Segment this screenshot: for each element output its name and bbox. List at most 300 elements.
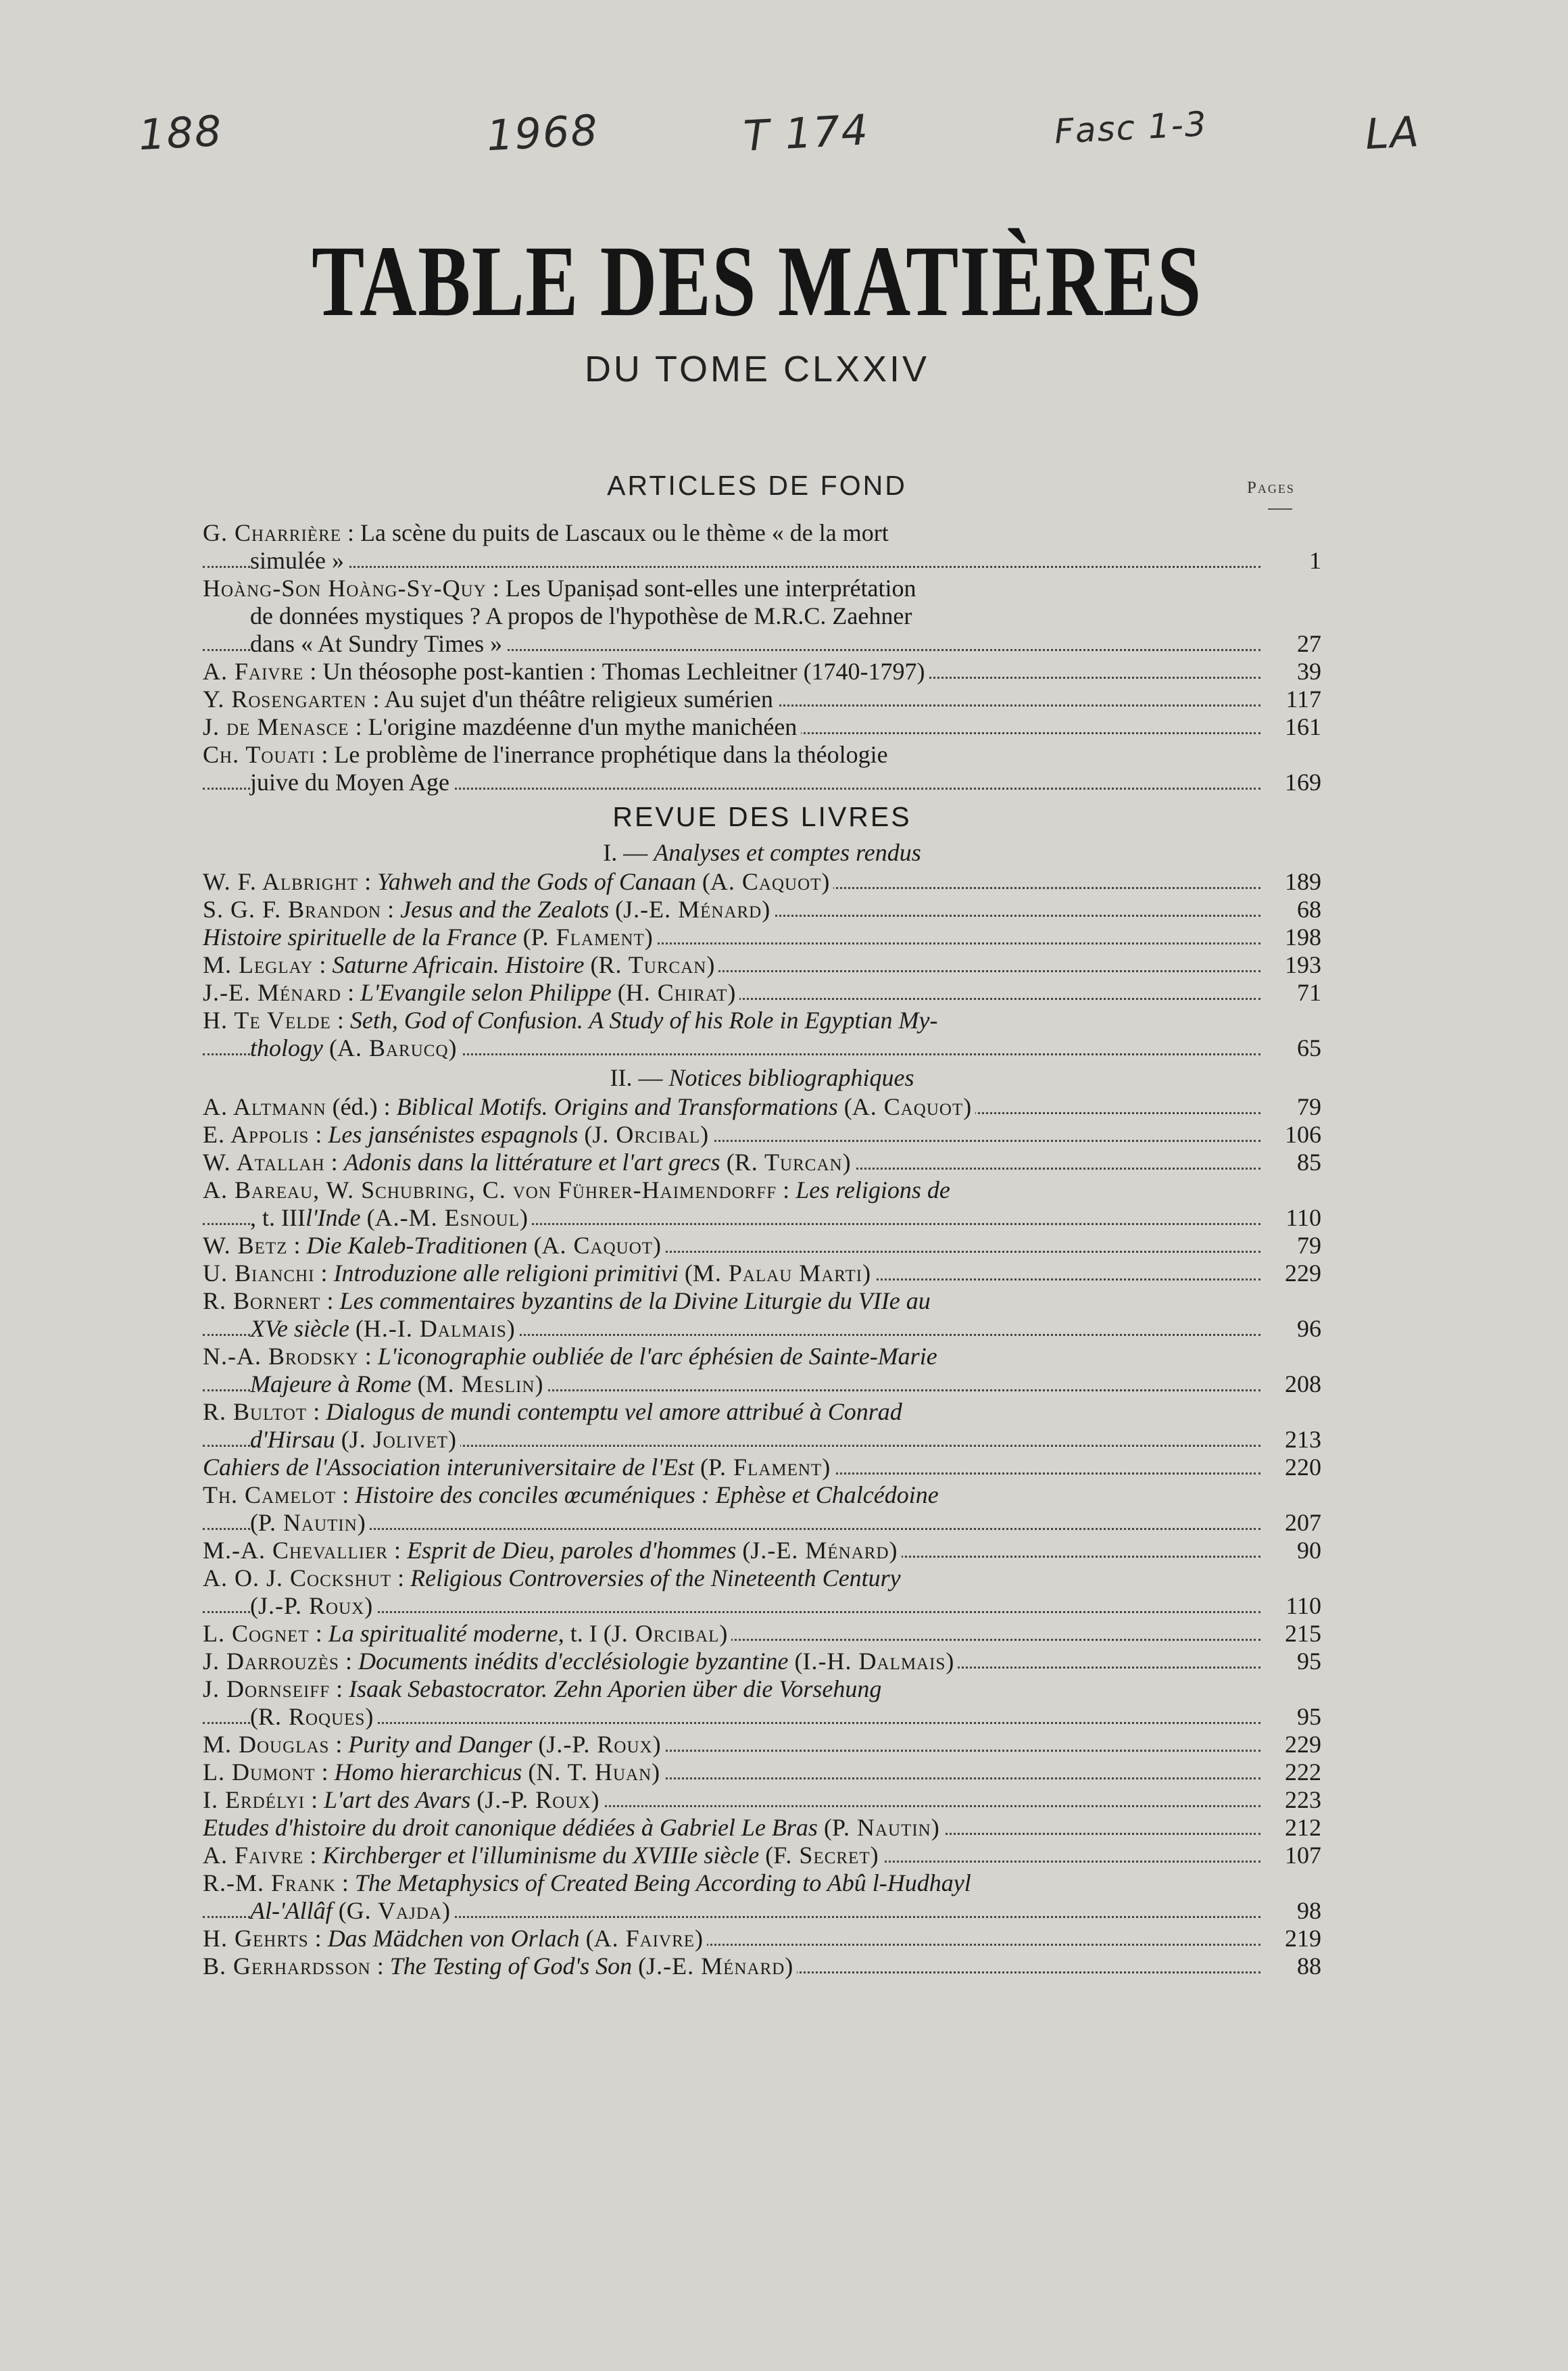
entry-separator: : <box>777 1176 796 1203</box>
entry-reviewer: I.-H. Dalmais <box>802 1648 946 1675</box>
entry-text <box>250 1034 461 1061</box>
entry-author: W. Atallah <box>203 1149 325 1176</box>
paren-close: ) <box>842 1149 851 1176</box>
entry-text <box>203 1675 885 1702</box>
entry-title: Les commentaires byzantins de la Divine Liturgie du VIIe au <box>339 1287 931 1314</box>
toc-entry <box>203 868 1321 896</box>
entry-title: Documents inédits d'ecclésiologie byzantine <box>358 1648 789 1675</box>
page-number: 222 <box>1260 1758 1321 1786</box>
toc-line <box>203 1426 1321 1454</box>
page-number: 198 <box>1260 924 1321 951</box>
entry-title: Homo hierarchicus <box>334 1758 522 1786</box>
entry-separator: : <box>341 979 361 1006</box>
entry-reviewer: J.-E. Ménard <box>646 1953 785 1980</box>
entry-reviewer: A. Caquot <box>541 1232 654 1259</box>
entry-author: Th. Camelot <box>203 1481 337 1508</box>
entry-separator: , t. III <box>250 1204 305 1231</box>
entry-title: Dialogus de mundi contemptu vel amore attribué à Conrad <box>326 1398 902 1425</box>
page-number: 90 <box>1260 1537 1321 1564</box>
entry-author: B. Gerhardsson <box>203 1953 371 1980</box>
entry-author: J. Darrouzès <box>203 1648 339 1675</box>
toc-line <box>203 1093 1321 1121</box>
paren-open: ( <box>360 1204 375 1231</box>
entry-separator: : <box>313 951 333 978</box>
entry-author: H. Gehrts <box>203 1925 309 1952</box>
entry-author: M.-A. Chevallier <box>203 1537 389 1564</box>
entry-author: A. O. J. Cockshut <box>203 1564 392 1591</box>
toc-line <box>203 1121 1321 1149</box>
toc-line <box>203 1814 1321 1842</box>
page-number: 98 <box>1260 1897 1321 1925</box>
toc-entry <box>203 1564 1321 1620</box>
paren-open: ( <box>335 1426 349 1453</box>
entry-title: Introduzione alle religioni primitivi <box>333 1260 679 1287</box>
toc-line <box>203 1786 1321 1814</box>
entry-reviewer: F. Secret <box>773 1842 871 1869</box>
toc-entry <box>203 1232 1321 1260</box>
entry-text <box>203 1232 665 1259</box>
entry-title: Seth, God of Confusion. A Study of his Role in Egyptian My- <box>349 1007 938 1034</box>
toc-line <box>203 1731 1321 1758</box>
entry-title: Isaak Sebastocrator. Zehn Aporien über die Vorsehung <box>349 1675 882 1702</box>
paren-open: ( <box>609 896 624 923</box>
entry-author: S. G. F. Brandon <box>203 896 382 923</box>
entry-separator: : <box>309 1620 328 1647</box>
entry-separator: : <box>320 1287 340 1314</box>
page-number: 208 <box>1260 1370 1321 1398</box>
toc-line <box>203 1232 1321 1260</box>
entry-text <box>203 1093 975 1120</box>
entry-author: I. Erdélyi <box>203 1786 305 1813</box>
toc-entry <box>203 1925 1321 1953</box>
paren-close: ) <box>700 1121 709 1148</box>
entry-author: E. Appolis <box>203 1121 310 1148</box>
entry-title: L'Evangile selon Philippe <box>360 979 612 1006</box>
entry-reviewer: J.-P. Roux <box>485 1786 591 1813</box>
entry-reviewer: R. Turcan <box>734 1149 843 1176</box>
page-number: 229 <box>1260 1731 1321 1758</box>
page-number: 212 <box>1260 1814 1321 1842</box>
entry-author: J. de Menasce <box>203 713 349 740</box>
paren-open: ( <box>516 924 531 951</box>
dot-leader <box>203 566 1260 568</box>
entry-title: Das Mädchen von Orlach <box>327 1925 580 1952</box>
entry-title: Al-'Allâf <box>250 1897 333 1924</box>
toc-line <box>203 868 1321 896</box>
toc-entry <box>203 686 1321 713</box>
toc-line <box>203 741 1321 769</box>
entry-title: Biblical Motifs. Origins and Transformations <box>396 1093 838 1120</box>
entry-title: Esprit de Dieu, paroles d'hommes <box>407 1537 737 1564</box>
paren-open: ( <box>470 1786 485 1813</box>
toc-entry <box>203 951 1321 979</box>
toc-entry <box>203 1343 1321 1398</box>
paren-close: ) <box>441 1897 450 1924</box>
entry-title: Religious Controversies of the Nineteenth Century <box>410 1564 901 1591</box>
toc-line <box>203 1509 1321 1537</box>
toc-entry <box>203 1869 1321 1925</box>
toc-entry <box>203 1842 1321 1869</box>
entry-text <box>250 1509 370 1536</box>
entry-text <box>203 1343 941 1370</box>
paren-open: ( <box>736 1537 751 1564</box>
toc-line <box>203 1592 1321 1620</box>
toc-line <box>203 1703 1321 1731</box>
entry-text <box>203 1537 902 1564</box>
entry-separator: : <box>381 896 401 923</box>
toc-line <box>203 1842 1321 1869</box>
entry-reviewer: G. Vajda <box>346 1897 442 1924</box>
entry-text <box>203 1620 731 1647</box>
entry-author: L. Dumont <box>203 1758 316 1786</box>
entry-text <box>203 519 893 546</box>
entry-text <box>203 1454 834 1481</box>
paren-close: ) <box>946 1648 954 1675</box>
entry-separator: : <box>305 1786 324 1813</box>
subsection-number: I. — <box>603 839 654 866</box>
toc-entry <box>203 1149 1321 1176</box>
entry-author: W. Betz <box>203 1232 288 1259</box>
paren-close: ) <box>448 1034 457 1061</box>
entry-text <box>203 686 777 713</box>
entry-separator: : <box>388 1537 408 1564</box>
entry-separator: : <box>335 1869 355 1896</box>
page-number: 68 <box>1260 896 1321 924</box>
entry-author: U. Bianchi <box>203 1260 315 1287</box>
paren-close: ) <box>889 1537 898 1564</box>
paren-close: ) <box>963 1093 972 1120</box>
entry-text <box>250 630 506 657</box>
entry-reviewer: J.-P. Roux <box>546 1731 653 1758</box>
entry-text <box>203 1786 603 1813</box>
paren-open: ( <box>527 1232 542 1259</box>
entry-title: Etudes d'histoire du droit canonique dédiées à Gabriel Le Bras <box>203 1814 818 1841</box>
entry-title: The Metaphysics of Created Being According to Abû l-Hudhayl <box>354 1869 971 1896</box>
entry-title: Saturne Africain. Histoire <box>332 951 585 978</box>
paren-close: ) <box>357 1509 366 1536</box>
entry-text <box>250 547 348 574</box>
toc-line <box>203 979 1321 1007</box>
entry-separator: simulée » <box>250 547 344 574</box>
paren-close: ) <box>365 1703 374 1730</box>
entry-text <box>250 1315 519 1342</box>
entry-reviewer: N. T. Huan <box>536 1758 652 1786</box>
entry-text <box>203 979 739 1006</box>
paren-close: ) <box>706 951 715 978</box>
toc-line <box>203 1675 1321 1703</box>
toc-entry <box>203 896 1321 924</box>
paren-close: ) <box>535 1370 543 1397</box>
toc-line <box>203 519 1321 547</box>
paren-close: ) <box>364 1592 373 1619</box>
entry-reviewer: M. Palau Marti <box>692 1260 863 1287</box>
handwritten-note-4: Fasc 1-3 <box>1053 104 1208 151</box>
entry-title: Jesus and the Zealots <box>400 896 610 923</box>
entry-title: Kirchberger et l'illuminisme du XVIIIe siècle <box>322 1842 760 1869</box>
toc-entry <box>203 1093 1321 1121</box>
entry-separator: : <box>329 1731 349 1758</box>
toc-line <box>203 658 1321 686</box>
toc-line <box>203 1315 1321 1343</box>
entry-title: La spiritualité moderne <box>328 1620 558 1647</box>
entry-author: M. Douglas <box>203 1731 330 1758</box>
paren-open: ( <box>597 1620 612 1647</box>
entry-reviewer: P. Nautin <box>831 1814 931 1841</box>
page-title: TABLE DES MATIÈRES <box>312 225 1202 337</box>
entry-text <box>203 1814 944 1841</box>
toc-line <box>203 575 1321 602</box>
paren-open: ( <box>250 1592 258 1619</box>
paren-open: ( <box>578 1121 593 1148</box>
toc-line <box>203 1537 1321 1564</box>
entry-author: R. Bultot <box>203 1398 308 1425</box>
page-number: 1 <box>1260 547 1321 575</box>
entry-separator: : <box>339 1648 358 1675</box>
paren-close: ) <box>719 1620 728 1647</box>
entry-reviewer: J.-E. Ménard <box>623 896 762 923</box>
page-number: 207 <box>1260 1509 1321 1537</box>
entry-separator: : <box>358 1343 378 1370</box>
page-number: 229 <box>1260 1260 1321 1287</box>
entry-text <box>203 1149 855 1176</box>
toc-entry <box>203 924 1321 951</box>
section-heading-articles: ARTICLES DE FOND <box>607 470 907 501</box>
entry-author: R. Bornert <box>203 1287 321 1314</box>
entry-text <box>250 1370 547 1397</box>
entry-separator: : L'origine mazdéenne d'un mythe manichéen <box>349 713 798 740</box>
handwritten-note-5: LA <box>1364 106 1421 160</box>
toc-entry <box>203 1953 1321 1980</box>
toc-line <box>203 1564 1321 1592</box>
paren-open: ( <box>579 1925 594 1952</box>
entry-title: Purity and Danger <box>348 1731 533 1758</box>
entry-separator: : Le problème de l'inerrance prophétique dans la théologie <box>315 741 888 768</box>
entry-text <box>203 1731 665 1758</box>
entry-separator: : Un théosophe post-kantien : Thomas Lechleitner (1740-1797) <box>303 658 925 685</box>
entry-text <box>250 1897 454 1924</box>
toc-entry <box>203 979 1321 1007</box>
entry-author: Hoàng-Son Hoàng-Sy-Quy <box>203 575 487 602</box>
entry-title: Histoire spirituelle de la France <box>203 924 517 951</box>
page-number: 95 <box>1260 1648 1321 1675</box>
toc-line <box>203 1370 1321 1398</box>
entry-text <box>203 1758 664 1786</box>
entry-text <box>203 713 801 740</box>
entry-separator: (éd.) : <box>326 1093 397 1120</box>
toc-line <box>203 1343 1321 1370</box>
entry-author: W. F. Albright <box>203 868 359 895</box>
paren-close: ) <box>644 924 653 951</box>
paren-open: ( <box>532 1731 547 1758</box>
toc-line <box>203 547 1321 575</box>
paren-close: ) <box>653 1232 662 1259</box>
toc-line <box>203 951 1321 979</box>
entry-separator: : La scène du puits de Lascaux ou le thème « de la mort <box>341 519 889 546</box>
entry-text <box>203 1176 954 1203</box>
page-number: 88 <box>1260 1953 1321 1980</box>
toc-entry <box>203 1398 1321 1454</box>
page-number: 85 <box>1260 1149 1321 1176</box>
entry-separator: : <box>336 1481 356 1508</box>
entry-separator: : <box>324 1149 344 1176</box>
entry-separator: juive du Moyen Age <box>250 769 449 796</box>
toc-line <box>203 1007 1321 1034</box>
entry-author: Y. Rosengarten <box>203 686 367 713</box>
page-number: 27 <box>1260 630 1321 658</box>
toc-entry <box>203 519 1321 575</box>
paren-open: ( <box>349 1315 364 1342</box>
entry-separator: : Les Upaniṣad sont-elles une interprétation <box>486 575 916 602</box>
handwritten-note-1: 188 <box>137 105 224 160</box>
handwritten-note-3: T 174 <box>742 105 871 161</box>
paren-open: ( <box>411 1370 426 1397</box>
toc-entry <box>203 1007 1321 1062</box>
paren-open: ( <box>250 1509 258 1536</box>
page-number: 213 <box>1260 1426 1321 1454</box>
paren-open: ( <box>759 1842 774 1869</box>
toc-entry <box>203 1675 1321 1731</box>
toc-entry <box>203 1814 1321 1842</box>
toc-entry <box>203 1121 1321 1149</box>
entry-reviewer: J. Orcibal <box>592 1121 701 1148</box>
toc-line <box>203 1260 1321 1287</box>
toc-entry <box>203 713 1321 741</box>
entry-text <box>203 951 718 978</box>
entry-text <box>203 1648 958 1675</box>
page-number: 79 <box>1260 1093 1321 1121</box>
entry-separator: : <box>303 1842 323 1869</box>
entry-text <box>250 602 916 629</box>
entry-reviewer: A. Caquot <box>710 868 822 895</box>
entry-separator: de données mystiques ? A propos de l'hypothèse de M.R.C. Zaehner <box>250 602 912 629</box>
entry-title: Les religions de <box>795 1176 950 1203</box>
entry-author: A. Faivre <box>203 658 304 685</box>
page-number: 193 <box>1260 951 1321 979</box>
toc-line <box>203 1149 1321 1176</box>
entry-text <box>203 658 929 685</box>
subsection-heading-notices <box>203 1062 1321 1093</box>
toc-line <box>203 1953 1321 1980</box>
entry-title: L'art des Avars <box>324 1786 471 1813</box>
page-number: 110 <box>1260 1592 1321 1620</box>
paren-close: ) <box>519 1204 528 1231</box>
paren-close: ) <box>448 1426 456 1453</box>
entry-reviewer: J. Jolivet <box>349 1426 448 1453</box>
paren-open: ( <box>720 1149 735 1176</box>
entry-separator: : <box>308 1925 328 1952</box>
entry-author: J.-E. Ménard <box>203 979 342 1006</box>
toc-entry <box>203 1176 1321 1232</box>
entry-reviewer: M. Meslin <box>425 1370 535 1397</box>
entry-text <box>203 1842 883 1869</box>
entry-separator: : <box>370 1953 390 1980</box>
entry-separator: : <box>314 1260 334 1287</box>
toc-line <box>203 1204 1321 1232</box>
entry-separator: : Au sujet d'un théâtre religieux sumérien <box>366 686 773 713</box>
paren-close: ) <box>870 1842 879 1869</box>
entry-title: d'Hirsau <box>250 1426 335 1453</box>
paren-open: ( <box>332 1897 347 1924</box>
subsection-number: II. — <box>610 1064 669 1091</box>
subsection-label: Analyses et comptes rendus <box>654 839 921 866</box>
entry-text <box>203 741 892 768</box>
entry-text <box>203 1007 941 1034</box>
toc-line <box>203 630 1321 658</box>
entry-author: Ch. Touati <box>203 741 316 768</box>
entry-reviewer: A. Faivre <box>593 1925 695 1952</box>
page-number: 71 <box>1260 979 1321 1007</box>
paren-close: ) <box>862 1260 871 1287</box>
entry-text <box>250 1592 376 1619</box>
page-number: 169 <box>1260 769 1321 796</box>
paren-open: ( <box>584 951 599 978</box>
entry-reviewer: J.-P. Roux <box>258 1592 365 1619</box>
entry-text <box>203 1925 707 1952</box>
entry-text <box>203 1481 943 1508</box>
toc-line <box>203 602 1321 630</box>
subsection-label: Notices bibliographiques <box>668 1064 914 1091</box>
paren-close: ) <box>762 896 770 923</box>
page-number: 39 <box>1260 658 1321 686</box>
entry-text <box>250 1204 532 1231</box>
paren-open: ( <box>322 1034 337 1061</box>
entry-author: G. Charrière <box>203 519 342 546</box>
toc-line <box>203 1398 1321 1426</box>
entry-text <box>203 1953 797 1980</box>
entry-text <box>203 1564 905 1591</box>
entry-text <box>203 1260 875 1287</box>
page-number: 95 <box>1260 1703 1321 1731</box>
entry-separator: : <box>391 1564 411 1591</box>
paren-close: ) <box>727 979 736 1006</box>
toc-entry <box>203 1287 1321 1343</box>
paren-close: ) <box>652 1758 660 1786</box>
entry-text <box>250 769 454 796</box>
entry-text <box>203 575 921 602</box>
paren-open: ( <box>611 979 626 1006</box>
entry-author: N.-A. Brodsky <box>203 1343 359 1370</box>
paren-open: ( <box>694 1454 708 1481</box>
toc-line <box>203 769 1321 796</box>
entry-reviewer: R. Turcan <box>598 951 707 978</box>
paren-close: ) <box>785 1953 793 1980</box>
toc-line <box>203 1481 1321 1509</box>
entry-reviewer: A.-M. Esnoul <box>374 1204 520 1231</box>
entry-title: Cahiers de l'Association interuniversitaire de l'Est <box>203 1454 694 1481</box>
entry-title: Yahweh and the Gods of Canaan <box>377 868 696 895</box>
entry-text <box>203 868 833 895</box>
entry-text <box>250 1426 460 1453</box>
toc-line <box>203 713 1321 741</box>
entry-author: A. Altmann <box>203 1093 326 1120</box>
entry-title: Adonis dans la littérature et l'art grecs <box>343 1149 720 1176</box>
entry-reviewer: H.-I. Dalmais <box>363 1315 507 1342</box>
entry-title: l'Inde <box>305 1204 361 1231</box>
page-number: 117 <box>1260 686 1321 713</box>
page-number: 79 <box>1260 1232 1321 1260</box>
toc-line <box>203 1176 1321 1204</box>
entry-separator: : <box>307 1398 326 1425</box>
entry-reviewer: P. Flament <box>708 1454 823 1481</box>
entry-author: L. Cognet <box>203 1620 310 1647</box>
page-number: 223 <box>1260 1786 1321 1814</box>
toc-entry <box>203 1731 1321 1758</box>
entry-separator: dans « At Sundry Times » <box>250 630 503 657</box>
toc-entry <box>203 1786 1321 1814</box>
entry-author: J. Dornseiff <box>203 1675 330 1702</box>
pages-column-label: Pages <box>1247 479 1295 497</box>
page-number: 110 <box>1260 1204 1321 1232</box>
